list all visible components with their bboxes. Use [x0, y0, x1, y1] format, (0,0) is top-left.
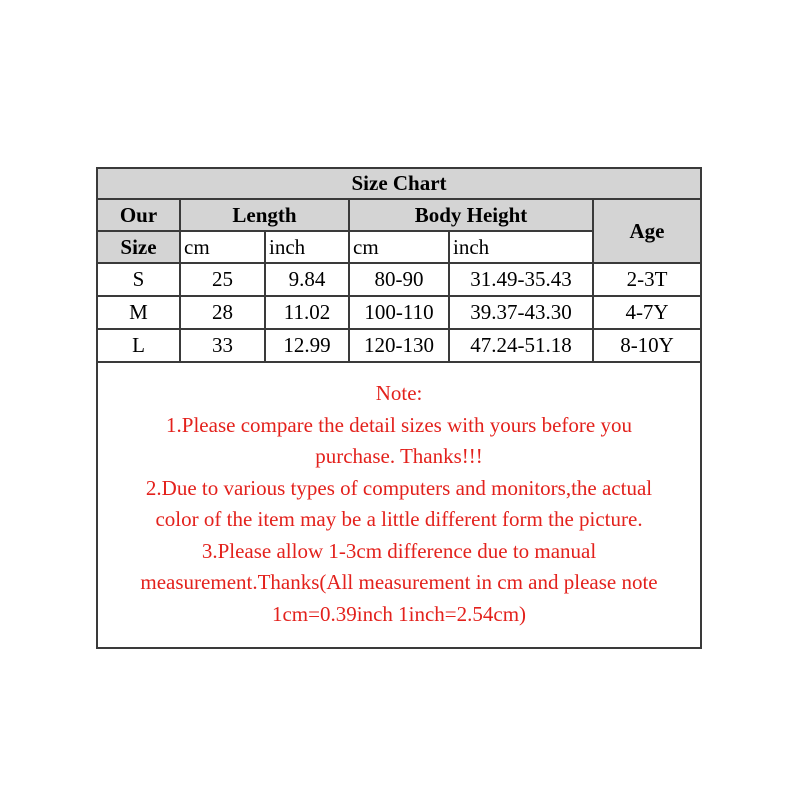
body-height-header: Body Height — [349, 199, 593, 231]
size-cell: M — [97, 296, 180, 329]
height-cm-cell: 120-130 — [349, 329, 449, 362]
age-cell: 4-7Y — [593, 296, 701, 329]
chart-title: Size Chart — [97, 168, 701, 199]
note-line-2: purchase. Thanks!!! — [315, 444, 483, 468]
size-chart-table — [96, 167, 702, 649]
notes-box — [97, 362, 701, 648]
height-inch-header: inch — [449, 231, 593, 263]
our-size-header-line2: Size — [97, 231, 180, 263]
note-line-6: measurement.Thanks(All measurement in cm and please note — [140, 570, 658, 594]
note-line-3: 2.Due to various types of computers and monitors,the actual — [145, 475, 653, 500]
note-line-4: color of the item may be a little different form the picture. — [155, 507, 643, 531]
height-inch-cell: 31.49-35.43 — [449, 263, 593, 296]
note-heading: Note: — [375, 381, 423, 405]
height-cm-cell: 80-90 — [349, 263, 449, 296]
note-line-1: 1.Please compare the detail sizes with yours before you — [166, 412, 632, 437]
length-cm-cell: 33 — [180, 329, 265, 362]
height-inch-cell: 47.24-51.18 — [449, 329, 593, 362]
age-cell: 2-3T — [593, 263, 701, 296]
height-inch-cell: 39.37-43.30 — [449, 296, 593, 329]
table-row-s — [97, 263, 701, 296]
note-line-5: 3.Please allow 1-3cm difference due to manual — [201, 538, 597, 563]
our-size-header-line1: Our — [97, 199, 180, 231]
size-cell: S — [97, 263, 180, 296]
length-cm-cell: 28 — [180, 296, 265, 329]
length-cm-header: cm — [180, 231, 265, 263]
age-cell: 8-10Y — [593, 329, 701, 362]
title-row — [97, 168, 701, 199]
height-cm-cell: 100-110 — [349, 296, 449, 329]
length-header: Length — [180, 199, 349, 231]
length-inch-header: inch — [265, 231, 349, 263]
height-cm-header: cm — [349, 231, 449, 263]
length-inch-cell: 9.84 — [265, 263, 349, 296]
length-cm-cell: 25 — [180, 263, 265, 296]
header-row-1 — [97, 199, 701, 231]
age-header: Age — [593, 199, 701, 263]
length-inch-cell: 12.99 — [265, 329, 349, 362]
length-inch-cell: 11.02 — [265, 296, 349, 329]
table-row-m — [97, 296, 701, 329]
notes-row — [97, 362, 701, 648]
note-line-7: 1cm=0.39inch 1inch=2.54cm) — [271, 601, 527, 626]
table-row-l — [97, 329, 701, 362]
size-cell: L — [97, 329, 180, 362]
